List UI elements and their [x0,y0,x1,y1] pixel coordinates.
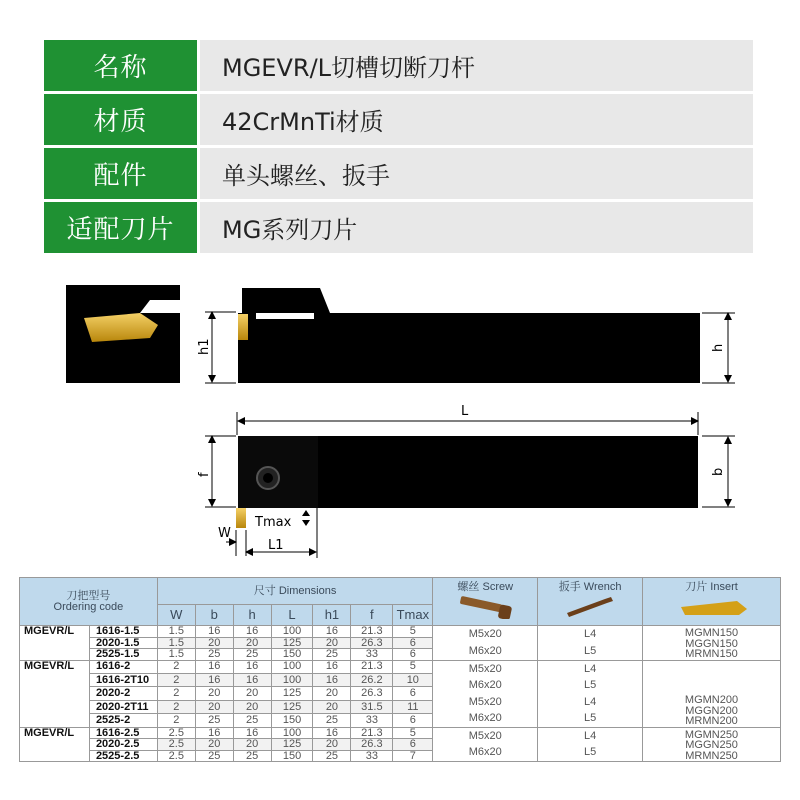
col-f: f [351,605,393,626]
dimension-cell: 20 [233,700,271,713]
tmax-label: Tmax [255,515,292,530]
screw-value: M5x20 [468,695,502,708]
wrench-cell [538,626,643,661]
dimension-cell: 2 [157,687,195,700]
wrench-value: L4 [583,729,597,742]
wrench-value: L5 [583,679,597,691]
dimension-cell: 150 [271,714,313,727]
wrench-value: L4 [583,628,597,641]
screw-cell [433,727,538,762]
dimension-cell: 125 [271,637,313,649]
col-Tmax: Tmax [393,605,433,626]
ordering-code-cell: 2020-2 [89,687,157,700]
dimension-cell: 20 [195,739,233,751]
dimension-cell: 20 [195,700,233,713]
insert-header-text: 刀片 Insert [685,581,738,593]
dimension-cell: 26.3 [351,687,393,700]
insert-value: MGMN150 [684,627,739,639]
dimension-cell: 25 [195,714,233,727]
spec-key: 适配刀片 [44,202,197,253]
screw-header-text: 螺丝 Screw [457,581,514,593]
spec-key: 名称 [44,40,197,91]
ordering-code-cell: 2020-2T11 [89,700,157,713]
screw-value: M6x20 [468,644,502,657]
spec-table [44,40,753,256]
dimension-cell: 25 [313,750,351,762]
dimension-cell: 25 [313,714,351,727]
spec-row-material [44,94,753,145]
ordering-code-cell: 1616-2 [89,660,157,673]
dimension-cell: 10 [393,673,433,686]
col-b: b [195,605,233,626]
ordering-code-cell: 2020-2.5 [89,739,157,751]
wrench-value: L4 [583,662,597,675]
spec-key: 材质 [44,94,197,145]
table-row [20,660,781,673]
dimension-cell: 20 [233,739,271,751]
insert-value: MGGN200 [685,704,738,717]
spec-row-name [44,40,753,91]
dimension-cell: 1.5 [157,649,195,661]
dimensions-header: 尺寸 Dimensions [157,578,432,605]
insert-value: MGGN250 [685,739,738,751]
dimension-cell: 150 [271,649,313,661]
ordering-code-cell: 2020-1.5 [89,637,157,649]
table-row [20,727,781,739]
insert-header [643,578,781,626]
screw-value: M5x20 [468,628,502,641]
ordering-code-cell: 2525-2.5 [89,750,157,762]
insert-value: MRMN150 [685,648,738,660]
screw-value: M5x20 [468,662,502,675]
dimension-cell: 2 [157,673,195,686]
ordering-code-cell: 2525-1.5 [89,649,157,661]
dimension-cell: 2.5 [157,727,195,739]
dimension-cell: 21.3 [351,626,393,638]
dimension-cell: 16 [313,660,351,673]
b-label: b [711,467,726,476]
ordering-table [19,577,781,762]
holder-header-cn: 刀把型号 [66,590,111,602]
dimension-cell: 25 [233,750,271,762]
spec-row-accessories [44,148,753,199]
dimension-cell: 20 [313,687,351,700]
model-cell: MGEVR/L [20,626,90,661]
dimension-cell: 20 [195,687,233,700]
model-cell: MGEVR/L [20,660,90,727]
dimension-cell: 16 [313,727,351,739]
dimension-cell: 25 [195,750,233,762]
screw-value: M5x20 [468,729,502,742]
dimension-cell: 16 [195,626,233,638]
top-view [197,404,735,558]
insert-icon [667,593,757,619]
ordering-code-cell: 1616-2T10 [89,673,157,686]
dimension-cell: 1.5 [157,637,195,649]
dimension-cell: 5 [393,660,433,673]
tool-holder-drawing [0,270,800,570]
dimension-cell: 20 [313,637,351,649]
dimension-cell: 16 [313,626,351,638]
col-L: L [271,605,313,626]
dimension-cell: 16 [233,673,271,686]
h1-label: h1 [197,338,212,355]
wrench-value: L5 [583,712,597,724]
col-h1: h1 [313,605,351,626]
insert-cell [643,626,781,661]
dimension-cell: 31.5 [351,700,393,713]
spec-value: 单头螺丝、扳手 [200,148,753,199]
dimension-cell: 20 [313,739,351,751]
insert-cell [643,660,781,727]
wrench-cell [538,660,643,727]
L-label: L [461,404,469,419]
side-view [197,288,735,383]
insert-value: MRMN200 [685,715,738,727]
dimension-cell: 2 [157,700,195,713]
dimension-cell: 25 [233,714,271,727]
wrench-header [538,578,643,626]
spec-value: 42CrMnTi材质 [200,94,753,145]
dimension-cell: 26.3 [351,637,393,649]
W-label: W [218,526,231,541]
dimension-cell: 2.5 [157,739,195,751]
dimension-cell: 16 [313,673,351,686]
ordering-code-header [20,578,158,626]
dimension-cell: 6 [393,714,433,727]
spec-value: MGEVR/L切槽切断刀杆 [200,40,753,91]
dimension-cell: 33 [351,649,393,661]
dimension-cell: 33 [351,714,393,727]
wrench-cell [538,727,643,762]
dimension-cell: 2.5 [157,750,195,762]
insert-value: MGMN250 [684,728,739,741]
dimension-cell: 125 [271,700,313,713]
ordering-code-cell: 1616-2.5 [89,727,157,739]
ordering-code-cell: 2525-2 [89,714,157,727]
h-label: h [711,343,726,352]
dimension-cell: 26.3 [351,739,393,751]
dimension-cell: 16 [233,626,271,638]
dimension-cell: 16 [233,727,271,739]
insert-value: MGMN200 [684,694,739,706]
dimension-cell: 2 [157,714,195,727]
screw-value: M6x20 [468,746,502,759]
spec-row-insert [44,202,753,253]
end-view [66,285,180,383]
dimension-cell: 26.2 [351,673,393,686]
ordering-code-cell: 1616-1.5 [89,626,157,638]
dimension-cell: 7 [393,750,433,762]
dimension-cell: 125 [271,687,313,700]
holder-header-en: Ordering code [53,600,124,613]
f-label: f [197,472,212,477]
table-body [20,626,781,762]
table-row [20,626,781,638]
wrench-header-text: 扳手 Wrench [558,581,622,593]
dimension-cell: 100 [271,727,313,739]
L1-label: L1 [268,538,284,553]
dimension-cell: 6 [393,739,433,751]
dimension-cell: 125 [271,739,313,751]
dimension-cell: 21.3 [351,727,393,739]
spec-value: MG系列刀片 [200,202,753,253]
dimension-cell: 20 [313,700,351,713]
dimension-cell: 2 [157,660,195,673]
dimension-cell: 25 [195,649,233,661]
dimension-cell: 21.3 [351,660,393,673]
dimension-cell: 20 [233,687,271,700]
dimension-cell: 100 [271,660,313,673]
dimension-cell: 16 [195,727,233,739]
spec-key: 配件 [44,148,197,199]
dimension-cell: 6 [393,637,433,649]
dimension-cell: 100 [271,626,313,638]
model-cell: MGEVR/L [20,727,90,762]
insert-value: MGGN150 [685,637,738,650]
dimension-cell: 25 [313,649,351,661]
dimension-cell: 150 [271,750,313,762]
dimension-cell: 16 [195,673,233,686]
screw-value: M6x20 [468,712,502,724]
screw-value: M6x20 [468,679,502,691]
dimension-cell: 5 [393,727,433,739]
dimension-cell: 6 [393,687,433,700]
dimension-cell: 5 [393,626,433,638]
dimension-cell: 6 [393,649,433,661]
dimension-cell: 100 [271,673,313,686]
wrench-value: L4 [583,695,597,708]
wrench-value: L5 [583,644,597,657]
dimension-cell: 20 [233,637,271,649]
dimension-cell: 20 [195,637,233,649]
wrench-icon [555,593,625,619]
screw-icon [450,593,520,619]
screw-header [433,578,538,626]
screw-cell [433,626,538,661]
dimension-cell: 33 [351,750,393,762]
insert-cell [643,727,781,762]
dimension-cell: 1.5 [157,626,195,638]
screw-cell [433,660,538,727]
col-h: h [233,605,271,626]
dimension-cell: 25 [233,649,271,661]
dimension-cell: 16 [195,660,233,673]
dimension-cell: 11 [393,700,433,713]
dimension-cell: 16 [233,660,271,673]
insert-value: MRMN250 [685,749,738,762]
col-W: W [157,605,195,626]
wrench-value: L5 [583,746,597,759]
